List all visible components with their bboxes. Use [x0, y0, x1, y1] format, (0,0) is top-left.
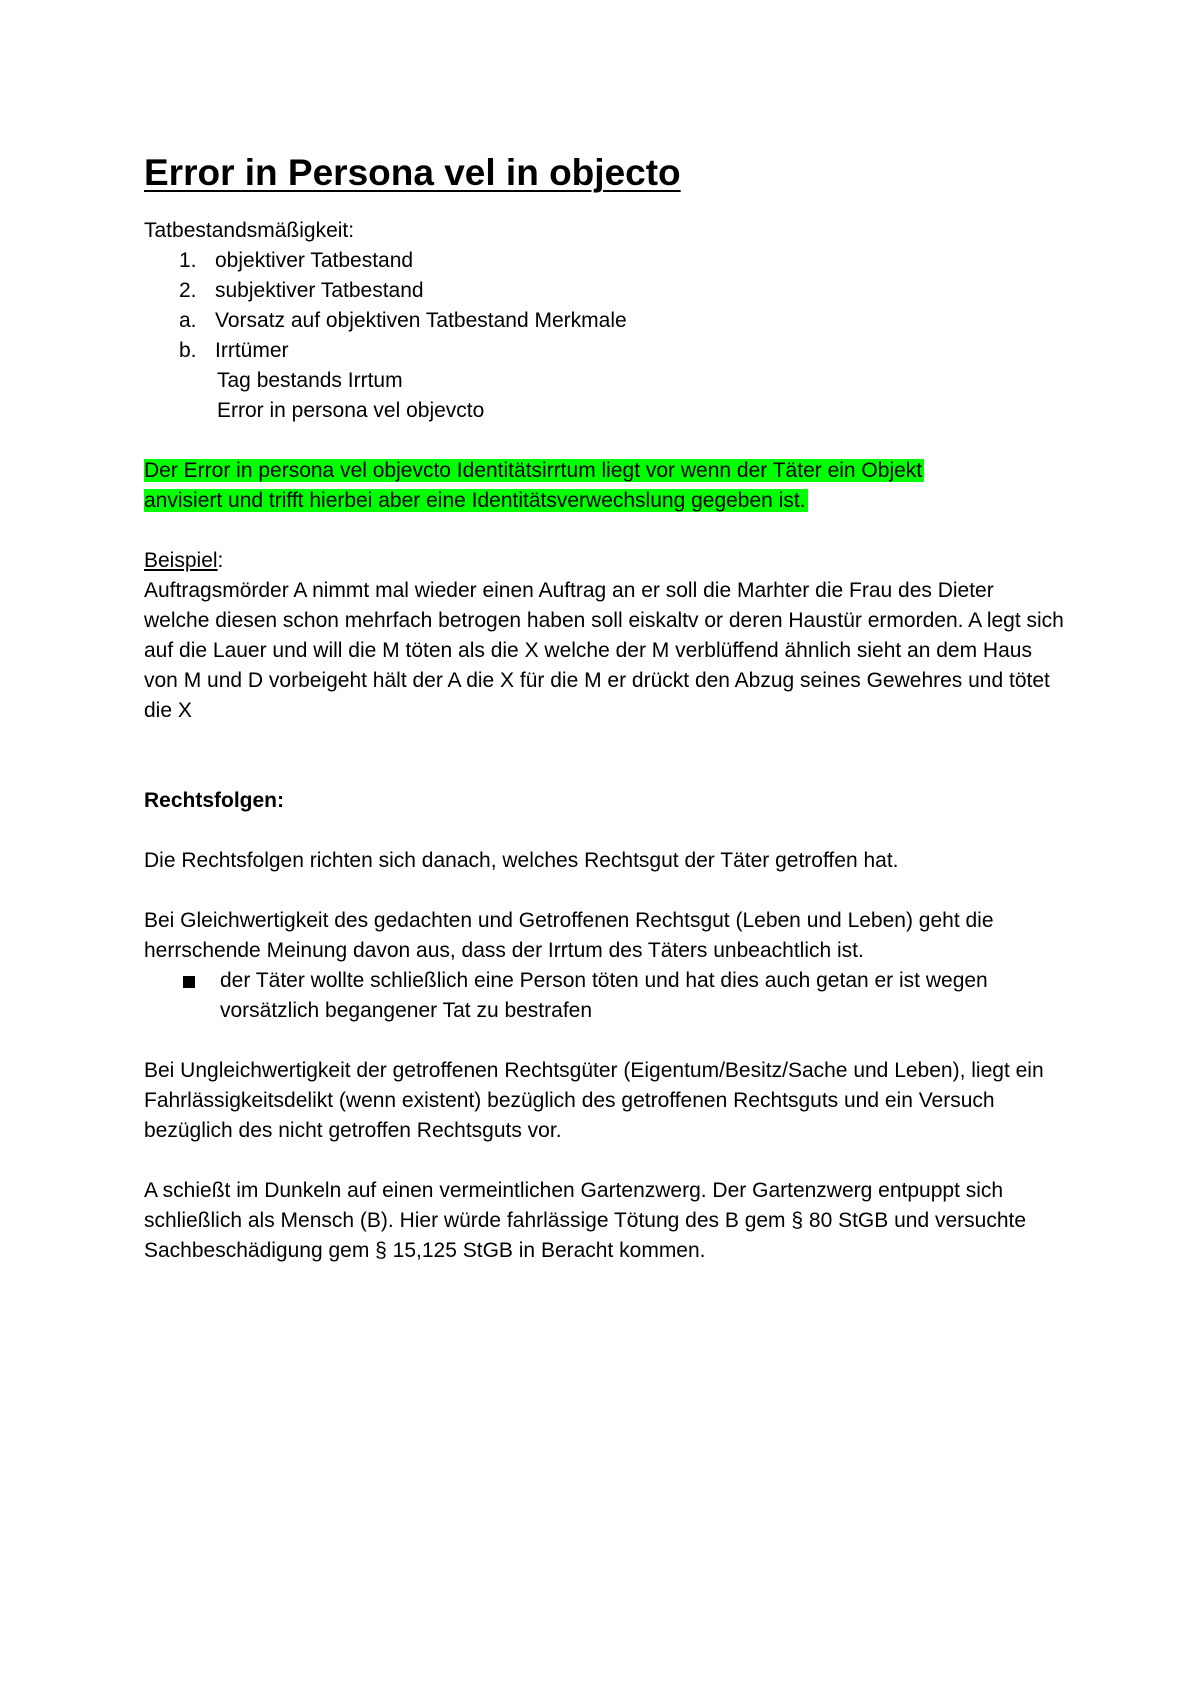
list-item-text: objektiver Tatbestand [215, 249, 414, 272]
list-item [144, 246, 1064, 276]
paragraph-spacer [144, 726, 1064, 786]
tatbestand-heading: Tatbestandsmäßigkeit: [144, 219, 355, 242]
rechtsfolgen-colon: : [277, 789, 285, 812]
highlighted-definition-line: anvisiert und trifft hierbei aber eine Identitätsverwechslung gegeben ist. [144, 489, 806, 512]
beispiel-colon: : [217, 549, 224, 572]
bullet-list-item [144, 966, 1064, 1026]
list-item-text: Vorsatz auf objektiven Tatbestand Merkmale [215, 309, 627, 332]
list-marker: 2. [179, 279, 197, 302]
list-item [144, 336, 1064, 366]
paragraph-spacer [144, 876, 1064, 906]
square-bullet-icon [144, 966, 220, 1026]
document-body [144, 150, 1064, 1266]
list-marker: b. [179, 339, 197, 362]
list-item-text: subjektiver Tatbestand [215, 279, 424, 302]
rechtsfolgen-label: Rechtsfolgen [144, 789, 278, 812]
beispiel-text: Auftragsmörder A nimmt mal wieder einen Auftrag an er soll die Marhter die Frau des Dieter welche diesen schon mehrfach betrogen haben soll eiskaltv or deren Haustür ermorden. A legt sich auf die Lauer und will die M töten als die X welche der M verblüffend ähnlich sieht an dem Haus von M und D vorbeigeht hält der A die X für die M er drückt den Abzug seines Gewehres und tötet die X [144, 579, 1064, 722]
page-title: Error in Persona vel in objecto [144, 152, 681, 193]
list-sub-line: Error in persona vel objevcto [217, 399, 485, 422]
paragraph-spacer [144, 1146, 1064, 1176]
highlighted-definition-line: Der Error in persona vel objevcto Identitätsirrtum liegt vor wenn der Täter ein Objekt [144, 459, 923, 482]
beispiel-heading [144, 546, 1064, 576]
list-sub-line: Tag bestands Irrtum [217, 369, 403, 392]
ungleichwertigkeit-paragraph: Bei Ungleichwertigkeit der getroffenen Rechtsgüter (Eigentum/Besitz/Sache und Leben), liegt ein Fahrlässigkeitsdelikt (wenn existent) bezüglich des getroffenen Rechtsguts und ein Versuch bezüglich des nicht getroffen Rechtsguts vor. [144, 1059, 1044, 1142]
list-item [144, 276, 1064, 306]
list-marker: 1. [179, 249, 197, 272]
paragraph-spacer [144, 1026, 1064, 1056]
list-item-text: Irrtümer [215, 339, 289, 362]
beispiel-label: Beispiel [144, 549, 218, 572]
rechtsfolgen-heading [144, 786, 1064, 816]
rechtsfolgen-intro: Die Rechtsfolgen richten sich danach, welches Rechtsgut der Täter getroffen hat. [144, 849, 899, 872]
paragraph-spacer [144, 816, 1064, 846]
bullet-text: der Täter wollte schließlich eine Person töten und hat dies auch getan er ist wegen vorsätzlich begangener Tat zu bestrafen [220, 969, 988, 1022]
paragraph-spacer [144, 516, 1064, 546]
gleichwertigkeit-paragraph: Bei Gleichwertigkeit des gedachten und Getroffenen Rechtsgut (Leben und Leben) geht die herrschende Meinung davon aus, dass der Irrtum des Täters unbeachtlich ist. [144, 909, 994, 962]
paragraph-spacer [144, 426, 1064, 456]
gartenzwerg-example: A schießt im Dunkeln auf einen vermeintlichen Gartenzwerg. Der Gartenzwerg entpuppt sich schließlich als Mensch (B). Hier würde fahrlässige Tötung des B gem § 80 StGB und versuchte Sachbeschädigung gem § 15,125 StGB in Beracht kommen. [144, 1179, 1027, 1262]
list-marker: a. [179, 309, 197, 332]
definition-paragraph [144, 456, 1064, 516]
list-item [144, 306, 1064, 336]
